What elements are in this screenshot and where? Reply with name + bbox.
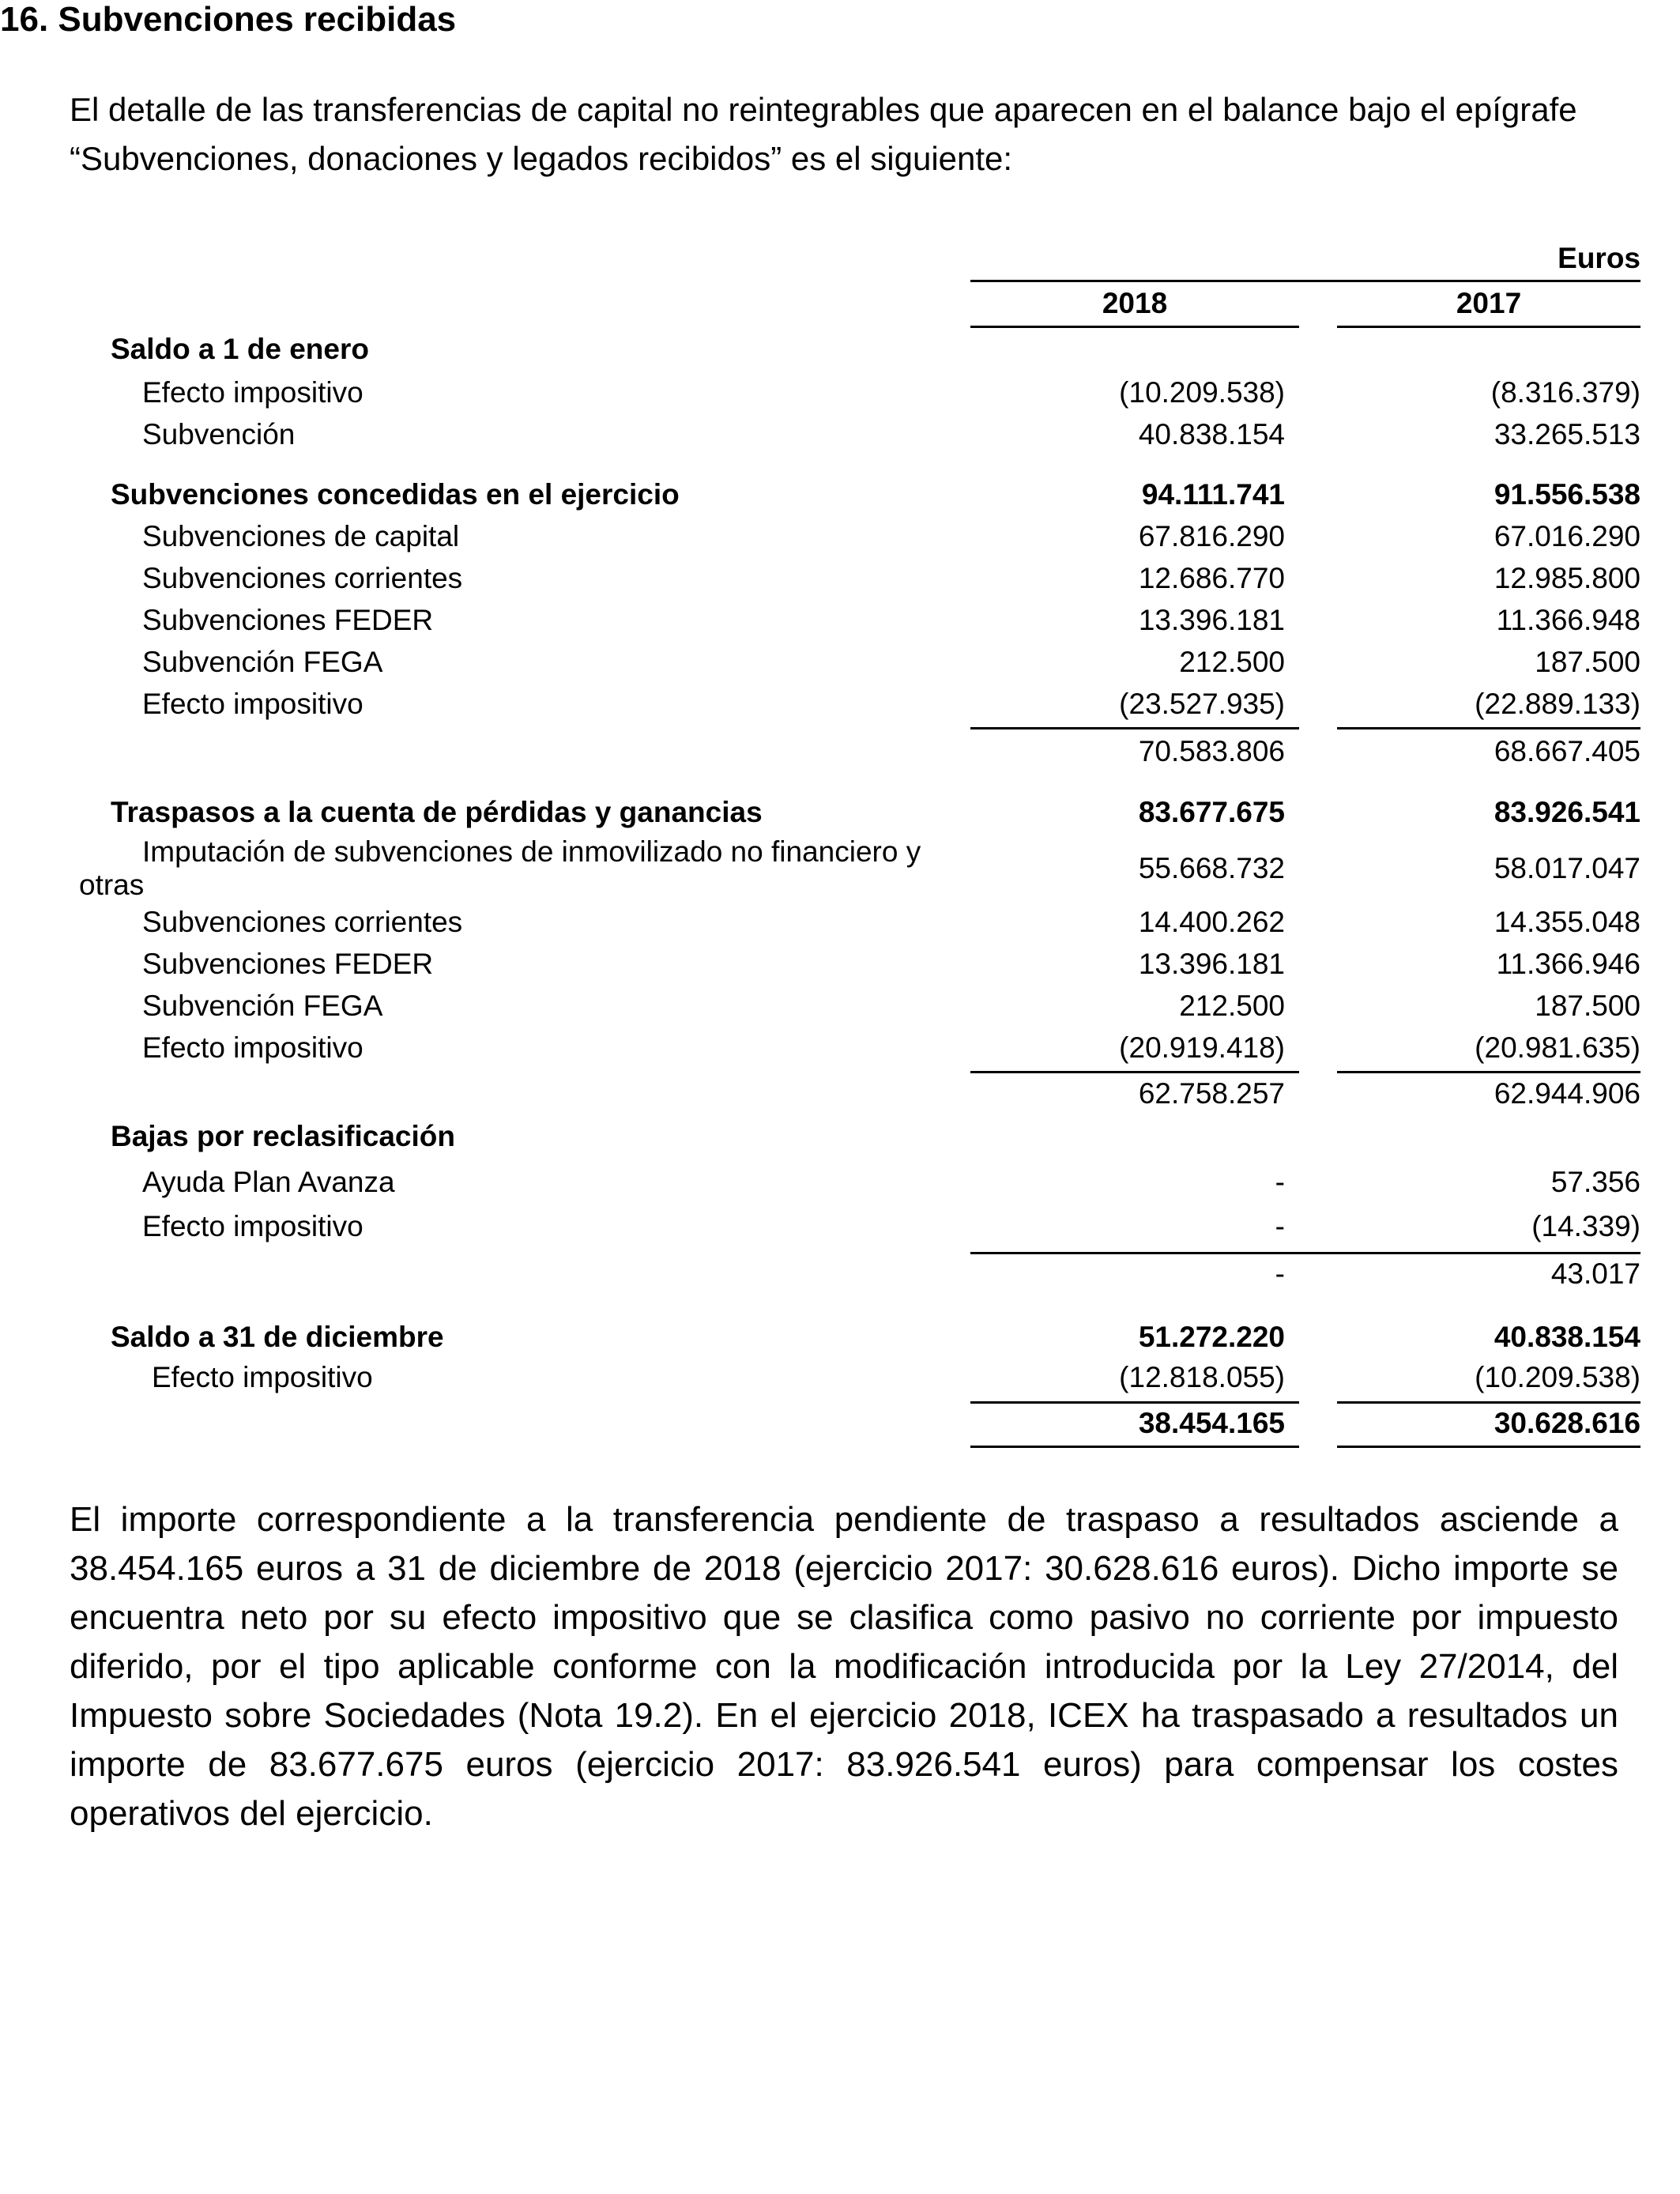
header-rule-2017 (1337, 326, 1640, 328)
value-2017: 187.500 (1535, 990, 1640, 1022)
subtotal-rule-2018 (970, 727, 1299, 729)
total-rule-2017 (1337, 1401, 1640, 1404)
value-2018: 12.686.770 (1138, 562, 1285, 594)
row-label: Subvención FEGA (142, 646, 383, 678)
row-label: Efecto impositivo (142, 1210, 363, 1242)
value-2018: (10.209.538) (1119, 376, 1285, 409)
row-label: Efecto impositivo (152, 1361, 373, 1393)
section-title: 16. Subvenciones recibidas (0, 0, 457, 39)
subtotal-rule-bajas (970, 1252, 1640, 1254)
subtotal-rule-2017 (1337, 727, 1640, 729)
value-2018: - (1275, 1210, 1285, 1242)
value-2018: (20.919.418) (1119, 1031, 1285, 1064)
header-rule-2018 (970, 326, 1299, 328)
table-row (0, 1031, 1680, 1065)
value-2018: 62.758.257 (1138, 1077, 1285, 1110)
value-2017: 67.016.290 (1494, 520, 1640, 552)
row-label: Subvenciones de capital (142, 520, 460, 552)
bajas-header-row (0, 1119, 1680, 1154)
value-2017: (10.209.538) (1475, 1361, 1640, 1393)
table-row (0, 603, 1680, 638)
table-row (0, 1360, 1680, 1395)
value-2018: - (1275, 1257, 1285, 1290)
imputacion-values-row (0, 851, 1680, 886)
value-2018: 13.396.181 (1138, 948, 1285, 980)
value-2017: 58.017.047 (1494, 852, 1640, 884)
value-2017: 14.355.048 (1494, 906, 1640, 938)
table-row (0, 989, 1680, 1023)
value-2017: 187.500 (1535, 646, 1640, 678)
value-2018: 51.272.220 (1138, 1321, 1285, 1353)
value-2018: 94.111.741 (1141, 478, 1285, 511)
concedidas-header-row (0, 477, 1680, 512)
subtotal-row (0, 1257, 1680, 1291)
value-2017: 11.366.948 (1496, 604, 1640, 636)
closing-paragraph (70, 1495, 1618, 1838)
value-2017: 68.667.405 (1494, 735, 1640, 767)
subtotal-rule-2018 (970, 1071, 1299, 1073)
intro-paragraph (70, 85, 1634, 183)
row-label: Traspasos a la cuenta de pérdidas y ganancias (111, 796, 763, 828)
value-2017: 91.556.538 (1494, 478, 1640, 511)
value-2018: 212.500 (1179, 646, 1285, 678)
row-label: Bajas por reclasificación (111, 1120, 455, 1152)
total-double-rule-2017 (1337, 1446, 1640, 1448)
imputacion-label-line1: Imputación de subvenciones de inmovilizado no financiero y (142, 835, 921, 868)
row-label: Subvenciones corrientes (142, 562, 463, 594)
value-2017: 43.017 (1550, 1257, 1640, 1290)
subtotal-rule-2017 (1337, 1071, 1640, 1073)
value-2017: (22.889.133) (1475, 688, 1640, 720)
table-row (0, 947, 1680, 982)
table-row (0, 561, 1680, 596)
column-header-2017: 2017 (1456, 287, 1522, 319)
value-2018: (23.527.935) (1119, 688, 1285, 720)
row-label: Subvención (142, 418, 296, 450)
value-2018: 67.816.290 (1138, 520, 1285, 552)
intro-text: El detalle de las transferencias de capital no reintegrables que aparecen en el balance bajo el epígrafe “Subvenciones, donaciones y legados recibidos” es el siguiente: (70, 91, 1577, 177)
value-2018: 212.500 (1179, 990, 1285, 1022)
table-row (0, 1209, 1680, 1244)
traspasos-header-row (0, 795, 1680, 830)
row-label: Efecto impositivo (142, 1031, 363, 1064)
row-label: Subvenciones corrientes (142, 906, 463, 938)
saldo-inicial-row (0, 332, 1680, 367)
subtotal-row (0, 1076, 1680, 1111)
value-2017: (8.316.379) (1490, 376, 1640, 409)
row-label: Saldo a 1 de enero (111, 333, 369, 365)
value-2018: 70.583.806 (1138, 735, 1285, 767)
unit-label: Euros (1558, 242, 1640, 274)
row-label: Subvenciones FEDER (142, 604, 434, 636)
row-label: Saldo a 31 de diciembre (111, 1321, 444, 1353)
column-header-2018: 2018 (1102, 287, 1168, 319)
row-label: Subvenciones concedidas en el ejercicio (111, 478, 680, 511)
value-2017: 57.356 (1550, 1166, 1640, 1198)
row-label: Subvenciones FEDER (142, 948, 434, 980)
value-2017: 62.944.906 (1494, 1077, 1640, 1110)
total-row (0, 1406, 1680, 1441)
table-row (0, 1165, 1680, 1200)
value-2018: 13.396.181 (1138, 604, 1285, 636)
row-label: Efecto impositivo (142, 688, 363, 720)
total-double-rule-2018 (970, 1446, 1299, 1448)
table-row (0, 687, 1680, 722)
value-2017: 40.838.154 (1494, 1321, 1640, 1353)
value-2018: 55.668.732 (1138, 852, 1285, 884)
value-2018: 40.838.154 (1138, 418, 1285, 450)
value-2018: - (1275, 1166, 1285, 1198)
value-2017: (20.981.635) (1475, 1031, 1640, 1064)
header-top-rule (970, 280, 1640, 282)
value-2017: 30.628.616 (1494, 1407, 1640, 1439)
value-2017: 11.366.946 (1496, 948, 1640, 980)
value-2017: (14.339) (1531, 1210, 1640, 1242)
row-label: Efecto impositivo (142, 376, 363, 409)
table-row (0, 375, 1680, 410)
table-row (0, 645, 1680, 680)
total-rule-2018 (970, 1401, 1299, 1404)
imputacion-label-line2: otras (79, 869, 145, 901)
value-2017: 33.265.513 (1494, 418, 1640, 450)
value-2018: 38.454.165 (1138, 1407, 1285, 1439)
saldo-final-row (0, 1320, 1680, 1355)
row-label: Subvención FEGA (142, 990, 383, 1022)
value-2017: 12.985.800 (1494, 562, 1640, 594)
closing-text: El importe correspondiente a la transferencia pendiente de traspaso a resultados asciende a 38.454.165 euros a 31 de diciembre de 2018 (ejercicio 2017: 30.628.616 euros). Dicho importe se encuentra neto por su efecto impositivo que se clasifica como pasivo no corriente por impuesto diferido, por el tipo aplicable conforme con la modificación introducida por la Ley 27/2014, del Impuesto sobre Sociedades (Nota 19.2). En el ejercicio 2018, ICEX ha traspasado a resultados un importe de 83.677.675 euros (ejercicio 2017: 83.926.541 euros) para compensar los costes operativos del ejercicio. (70, 1500, 1618, 1833)
table-row (0, 905, 1680, 940)
row-label: Ayuda Plan Avanza (142, 1166, 395, 1198)
value-2017: 83.926.541 (1494, 796, 1640, 828)
value-2018: 83.677.675 (1138, 796, 1285, 828)
table-row (0, 417, 1680, 452)
value-2018: 14.400.262 (1138, 906, 1285, 938)
subtotal-row (0, 734, 1680, 769)
value-2018: (12.818.055) (1119, 1361, 1285, 1393)
table-row (0, 519, 1680, 554)
